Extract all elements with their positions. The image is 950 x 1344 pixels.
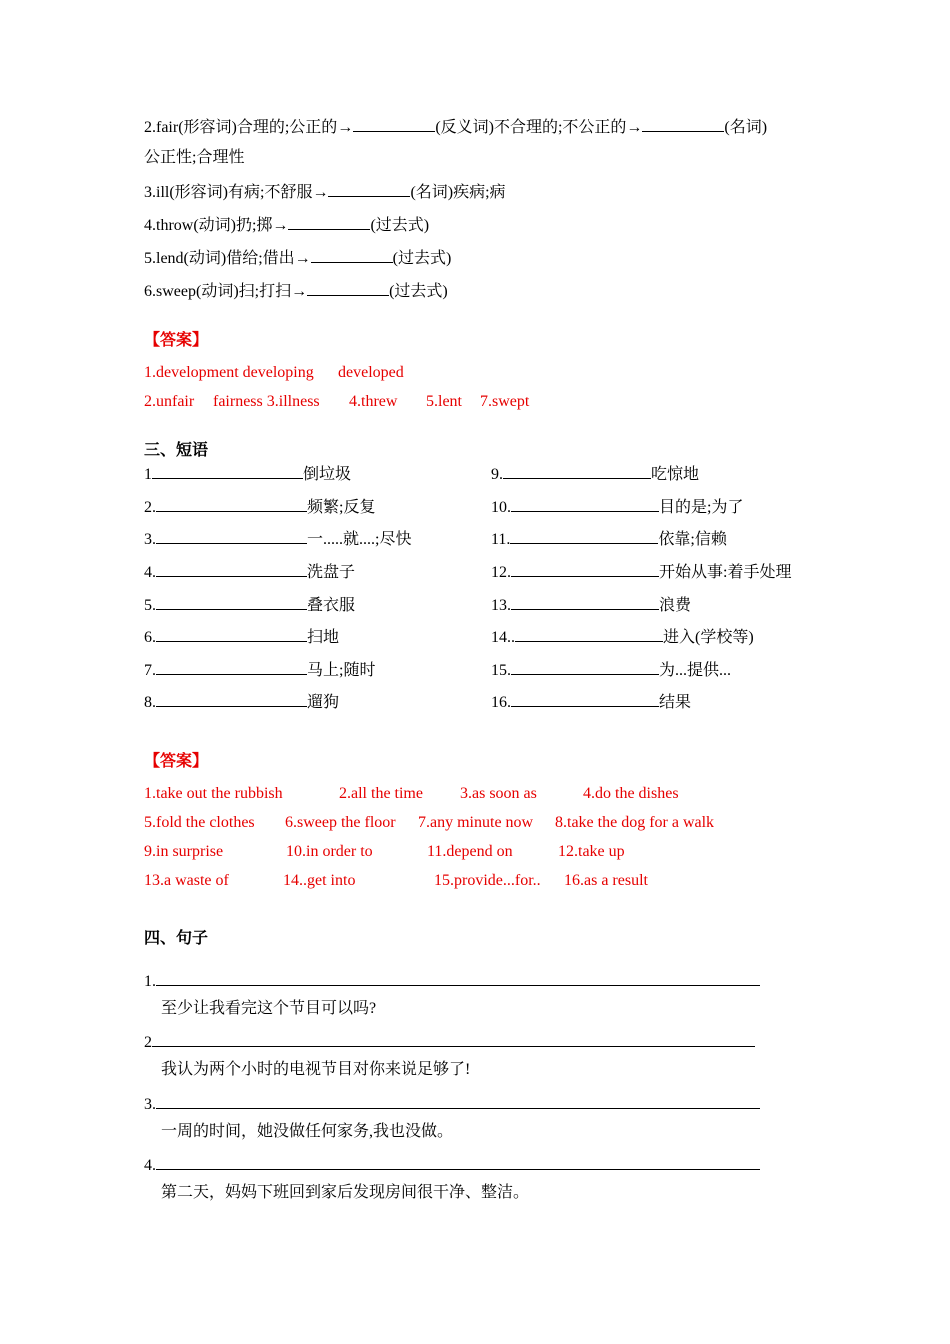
phrase-meaning: 频繁;反复 [307,499,376,516]
phrase-item [144,496,375,518]
item-number: 8. [144,694,156,711]
item-suffix: (名词)疾病;病 [410,184,506,201]
answer-blank[interactable] [511,691,659,707]
item-prompt: lend(动词)借给;借出→ [156,250,311,267]
phrase-item [144,561,355,583]
sentence-item [144,970,760,992]
sentence-prompt: 第二天，妈妈下班回到家后发现房间很干净、整洁。 [161,1184,530,1201]
answer-blank[interactable] [156,528,307,544]
answer-blank[interactable] [156,1093,760,1109]
answer-text: 12.take up [558,843,625,860]
phrase-item [144,659,375,681]
item-prompt: throw(动词)扔;掷→ [156,217,289,234]
word-form-5 [144,247,451,269]
phrase-meaning: 马上;随时 [307,662,376,679]
answer-text: 8.take the dog for a walk [555,814,715,831]
phrase-meaning: 叠衣服 [307,597,356,614]
item-number: 3. [144,531,156,548]
answer-text: 5.fold the clothes [144,814,255,831]
phrase-item [491,659,731,681]
phrase-meaning: 进入(学校等) [663,629,754,646]
phrase-item [491,626,754,648]
answer-text: 13.a waste of [144,872,229,889]
item-prompt: fair(形容词)合理的;公正的→ [156,119,354,136]
answer-text: fairness 3.illness [213,393,320,410]
phrase-item [144,594,355,616]
sentence-item [144,1093,760,1115]
answer-blank[interactable] [156,970,760,986]
answer-text: 15.provide...for.. [434,872,541,889]
answer-blank[interactable] [152,463,303,479]
answer-text: 4.do the dishes [583,785,679,802]
answer-blank[interactable] [307,280,389,296]
item-prompt: (反义词)不合理的;不公正的→ [435,119,643,136]
item-number: 3. [144,1096,156,1113]
phrase-item [491,594,691,616]
phrase-meaning: 结果 [659,694,692,711]
item-number: 5. [144,597,156,614]
answer-blank[interactable] [156,561,307,577]
phrase-meaning: 一.....就....;尽快 [307,531,412,548]
answer-blank[interactable] [642,116,724,132]
answer-blank[interactable] [288,214,370,230]
phrase-item [144,691,339,713]
answer-text: 5.lent [426,393,462,410]
answer-blank[interactable] [156,496,307,512]
section-heading-sentences: 四、句子 [144,930,209,947]
answer-blank[interactable] [515,626,663,642]
answer-text: 16.as a result [564,872,648,889]
answer-blank[interactable] [156,1154,760,1170]
answer-blank[interactable] [510,528,658,544]
answer-blank[interactable] [503,463,651,479]
phrase-item [144,463,351,485]
phrase-meaning: 吃惊地 [651,466,700,483]
answer-text: 7.swept [480,393,530,410]
answer-text: 10.in order to [286,843,373,860]
phrase-meaning: 遛狗 [307,694,340,711]
phrase-meaning: 开始从事:着手处理 [659,564,792,581]
answer-blank[interactable] [511,659,659,675]
phrase-meaning: 目的是;为了 [659,499,744,516]
item-suffix: (过去式) [370,217,430,234]
item-number: 6. [144,283,156,300]
answer-blank[interactable] [152,1031,755,1047]
answer-blank[interactable] [156,691,307,707]
answer-blank[interactable] [511,594,659,610]
answer-text: 14..get into [283,872,356,889]
item-number: 16. [491,694,511,711]
answer-blank[interactable] [156,626,307,642]
item-number: 15. [491,662,511,679]
phrase-item [491,496,743,518]
answer-text: 2.all the time [339,785,423,802]
item-number: 14.. [491,629,515,646]
answer-text: 7.any minute now [418,814,534,831]
phrase-meaning: 为...提供... [659,662,732,679]
phrase-meaning: 浪费 [659,597,692,614]
phrase-item [491,463,699,485]
word-form-4 [144,214,429,236]
item-number: 4. [144,564,156,581]
answer-blank[interactable] [353,116,435,132]
section-heading-phrases: 三、短语 [144,442,209,459]
phrase-item [144,626,339,648]
item-number: 13. [491,597,511,614]
item-prompt: sweep(动词)扫;打扫→ [156,283,308,300]
phrase-item [144,528,411,550]
answer-text: 11.depend on [427,843,513,860]
answer-text: 4.threw [349,393,398,410]
answer-blank[interactable] [328,181,410,197]
item-number: 1 [144,466,152,483]
item-suffix: (过去式) [389,283,448,300]
phrase-item [491,528,727,550]
answer-blank[interactable] [511,496,659,512]
sentence-prompt: 至少让我看完这个节目可以吗? [161,1000,377,1017]
item-number: 5. [144,250,156,267]
answer-text: 2.unfair [144,393,195,410]
answer-text: 9.in surprise [144,843,224,860]
answer-blank[interactable] [156,594,307,610]
item-number: 11. [491,531,511,548]
item-number: 4. [144,1157,156,1174]
item-number: 10. [491,499,511,516]
answer-text: 3.as soon as [460,785,537,802]
answer-blank[interactable] [156,659,307,675]
phrase-meaning: 依靠;信赖 [658,531,727,548]
answer-text: 1.take out the rubbish [144,785,283,802]
word-form-3 [144,181,506,203]
answer-heading: 【答案】 [144,753,209,770]
word-form-6 [144,280,448,302]
item-suffix: (名词) [724,119,768,136]
phrase-meaning: 扫地 [307,629,340,646]
sentence-item [144,1031,755,1053]
item-number: 2 [144,1034,152,1051]
word-form-2 [144,116,767,138]
phrase-meaning: 洗盘子 [307,564,356,581]
item-continuation: 公正性;合理性 [144,149,245,166]
answer-blank[interactable] [511,561,659,577]
item-number: 1. [144,973,156,990]
item-number: 2. [144,119,156,136]
item-number: 3. [144,184,156,201]
item-suffix: (过去式) [392,250,452,267]
item-prompt: ill(形容词)有病;不舒服→ [156,184,329,201]
answer-text: 1.development developing [144,364,314,381]
word-form-2-cont [144,148,244,168]
item-number: 6. [144,629,156,646]
sentence-prompt: 一周的时间，她没做任何家务,我也没做。 [161,1123,454,1140]
item-number: 4. [144,217,156,234]
answer-heading: 【答案】 [144,332,209,349]
phrase-meaning: 倒垃圾 [303,466,352,483]
answer-text: 6.sweep the floor [285,814,396,831]
answer-blank[interactable] [311,247,393,263]
item-number: 2. [144,499,156,516]
answer-text: developed [338,364,404,381]
phrase-item [491,561,791,583]
sentence-prompt: 我认为两个小时的电视节目对你来说足够了! [161,1061,471,1078]
item-number: 7. [144,662,156,679]
sentence-item [144,1154,760,1176]
item-number: 12. [491,564,511,581]
item-number: 9. [491,466,503,483]
phrase-item [491,691,691,713]
